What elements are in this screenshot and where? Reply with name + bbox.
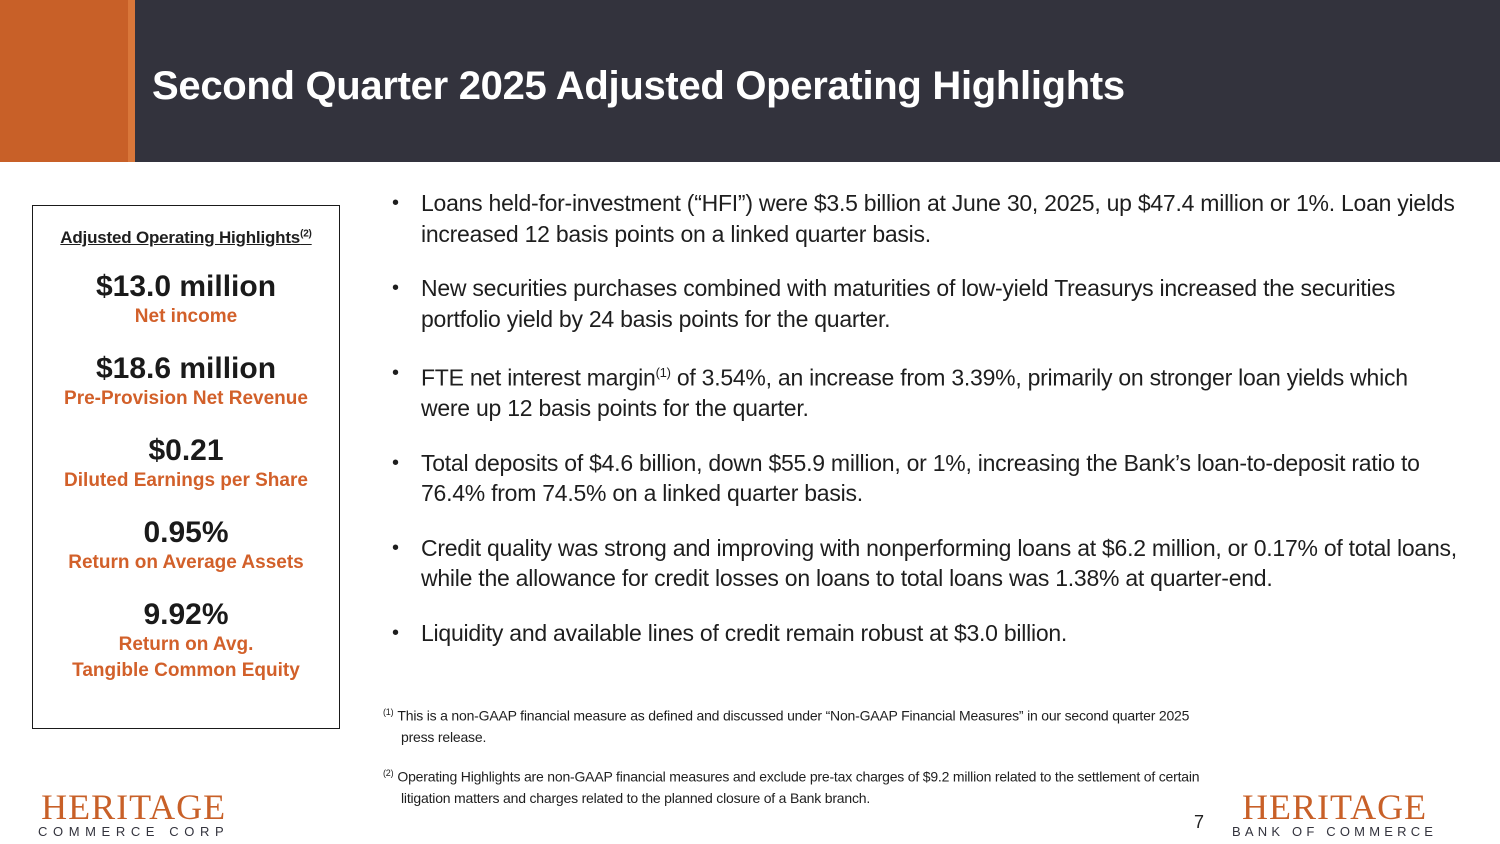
metric-roaa (33, 516, 339, 576)
footnote-mark: (1) (383, 707, 394, 717)
bullet-item: • Total deposits of $4.6 billion, down $55.9 million, or 1%, increasing the Bank’s loan-to-deposit ratio to 76.4% from 74.5% on a linked quarter basis. (392, 448, 1462, 509)
footnote-2 (383, 763, 1221, 809)
highlights-title-note: (2) (300, 228, 312, 240)
metric-ppnr (33, 352, 339, 412)
bullet-item: • Liquidity and available lines of credit remain robust at $3.0 billion. (392, 618, 1462, 649)
logo-wordmark: HERITAGE (1242, 787, 1428, 827)
metric-label: Return on Average Assets (68, 552, 304, 573)
metric-label: Net income (134, 306, 238, 327)
metric-value: $13.0 million (95, 270, 277, 303)
accent-block-edge (128, 0, 135, 162)
footnote-ref: (1) (655, 365, 671, 380)
title-bar (0, 0, 1500, 162)
bullet-item: • Loans held-for-investment (“HFI”) were $3.5 billion at June 30, 2025, up $47.4 million or 1%. Loan yields increased 12 basis points on a linked quarter basis. (392, 188, 1462, 249)
metric-rotce (33, 598, 339, 684)
highlights-bullet-list (392, 188, 1462, 672)
heritage-bank-of-commerce-logo (1232, 787, 1438, 840)
accent-block (0, 0, 128, 162)
footnote-text: Operating Highlights are non-GAAP financial measures and exclude pre-tax charges of $9.2 million related to the settlement of certain litigation matters and charges related to the planned closure of a Bank branch. (397, 768, 1200, 806)
highlights-box (32, 205, 340, 729)
logo-wordmark: HERITAGE (41, 787, 227, 827)
footnote-text: This is a non-GAAP financial measure as defined and discussed under “Non-GAAP Financial Measures” in our second quarter 2025 press release. (397, 707, 1190, 745)
bullet-text: FTE net interest margin (421, 364, 656, 391)
metric-label-line2: Tangible Common Equity (72, 660, 300, 681)
metric-label: Pre-Provision Net Revenue (64, 388, 308, 409)
bullet-text: of 3.54%, an increase from 3.39%, primarily on stronger loan yields which were up 12 basis points for the quarter. (421, 364, 1408, 422)
metric-net-income (33, 270, 339, 330)
metric-label: Return on Avg. (118, 634, 254, 655)
bullet-item (392, 358, 1462, 424)
bullet-item: • Credit quality was strong and improving with nonperforming loans at $6.2 million, or 0.17% of total loans, while the allowance for credit losses on loans to total loans was 1.38% at quarter-end. (392, 533, 1462, 594)
footnote-mark: (2) (383, 768, 394, 778)
metric-value: $18.6 million (95, 352, 277, 385)
logo-subtitle: BANK OF COMMERCE (1232, 824, 1438, 839)
metric-value: $0.21 (148, 434, 224, 467)
highlights-title-text: Adjusted Operating Highlights (60, 228, 301, 247)
metric-value: 9.92% (143, 598, 229, 631)
footnote-1 (383, 702, 1221, 748)
metric-label: Diluted Earnings per Share (64, 470, 308, 491)
page-title: Second Quarter 2025 Adjusted Operating Highlights (152, 64, 1125, 108)
metric-value: 0.95% (143, 516, 229, 549)
bullet-item: • New securities purchases combined with maturities of low-yield Treasurys increased the securities portfolio yield by 24 basis points for the quarter. (392, 273, 1462, 334)
metric-eps (33, 434, 339, 494)
heritage-commerce-corp-logo (38, 787, 230, 840)
highlights-title (33, 228, 339, 248)
logo-subtitle: COMMERCE CORP (38, 824, 230, 839)
page-number: 7 (1194, 812, 1205, 832)
